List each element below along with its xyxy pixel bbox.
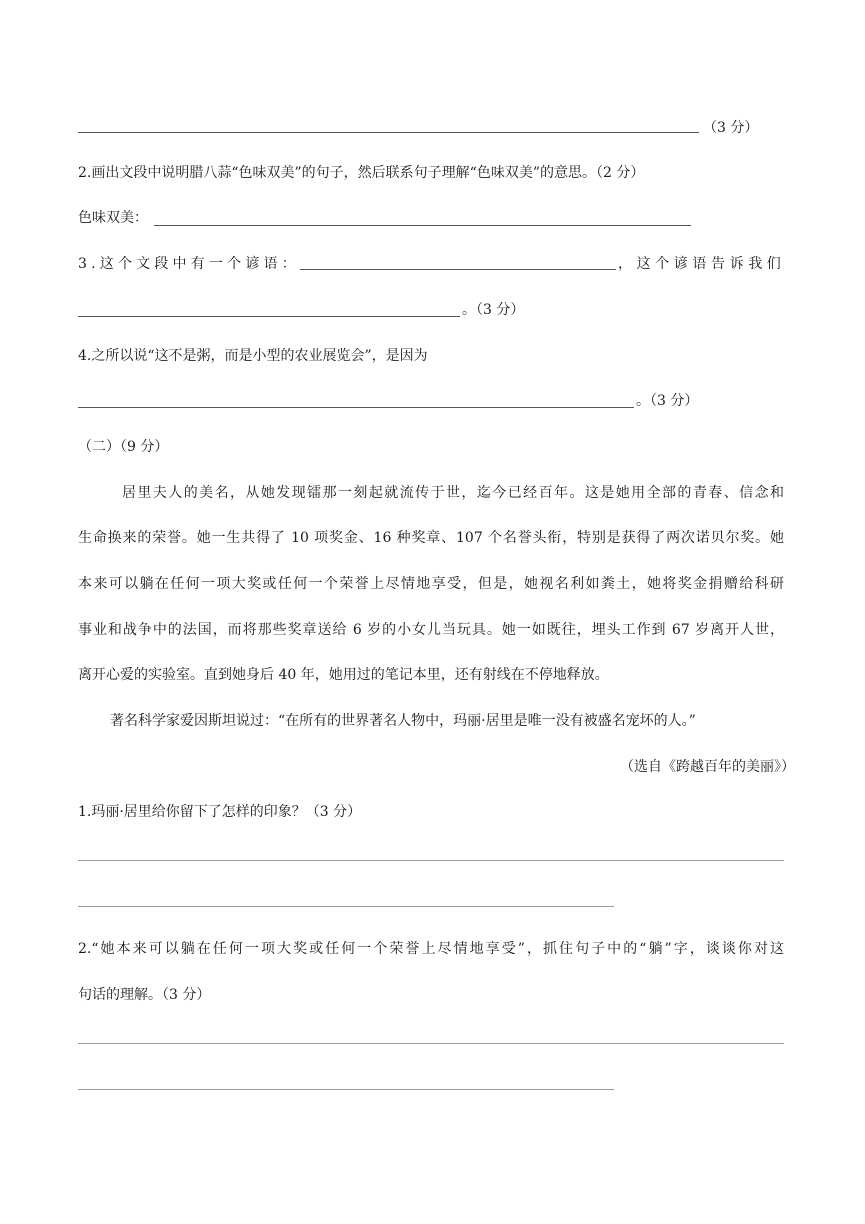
answer-line-s2q1a[interactable]: [78, 860, 784, 861]
section-2-question-2-line-1: 2.“她本来可以躺在任何一项大奖或任何一个荣誉上尽情地享受”，抓住句子中的“躺”字，谈谈你对这: [78, 941, 784, 957]
answer-line-s2q2b[interactable]: [78, 1089, 614, 1090]
passage-line-2: 生命换来的荣誉。她一生共得了 10 项奖金、16 种奖章、107 个名誉头衔，特别是获得了两次诺贝尔奖。她: [78, 530, 784, 546]
answer-line-s2q1b[interactable]: [78, 906, 614, 907]
question-2-text: 2.画出文段中说明腊八蒜“色味双美”的句子，然后联系句子理解“色味双美”的意思。（2 分）: [78, 165, 645, 181]
passage-line-4: 事业和战争中的法国，而将那些奖章送给 6 岁的小女儿当玩具。她一如既往，埋头工作到 67 岁离开人世，: [78, 622, 784, 638]
answer-line-q2[interactable]: [154, 225, 691, 226]
passage-line-5: 离开心爱的实验室。直到她身后 40 年，她用过的笔记本里，还有射线在不停地释放。: [78, 667, 609, 683]
question-3-end: ，这个谚语告诉我们: [618, 256, 786, 272]
q2-answer-label: 色味双美：: [78, 210, 148, 226]
answer-line-q3a[interactable]: [300, 269, 616, 270]
answer-line-q4[interactable]: [78, 407, 634, 408]
section-2-heading: （二）（9 分）: [78, 439, 169, 455]
passage-line-1: 居里夫人的美名，从她发现镭那一刻起就流传于世，迄今已经百年。这是她用全部的青春、信念和: [122, 485, 784, 501]
question-4-text: 4.之所以说“这不是粥，而是小型的农业展览会”，是因为: [78, 348, 428, 364]
answer-line-q3b[interactable]: [78, 316, 460, 317]
answer-line-s2q2a[interactable]: [78, 1043, 784, 1044]
question-3-start: 3.这个文段中有一个谚语：: [78, 256, 300, 272]
answer-line-q1[interactable]: [78, 132, 699, 133]
q3-score: 。（3 分）: [462, 302, 525, 318]
section-2-question-2-line-2: 句话的理解。（3 分）: [78, 987, 211, 1003]
q4-score: 。（3 分）: [636, 393, 699, 409]
passage-line-3: 本来可以躺在任何一项大奖或任何一个荣誉上尽情地享受，但是，她视名利如粪土，她将奖金捐赠给科研: [78, 576, 784, 592]
section-2-question-1: 1.玛丽·居里给你留下了怎样的印象？（3 分）: [78, 804, 362, 820]
q1-score: （3 分）: [703, 120, 759, 136]
passage-source: （选自《跨越百年的美丽》）: [620, 759, 795, 775]
einstein-quote: 著名科学家爱因斯坦说过：“在所有的世界著名人物中，玛丽·居里是唯一没有被盛名宠坏的人。”: [110, 713, 696, 729]
